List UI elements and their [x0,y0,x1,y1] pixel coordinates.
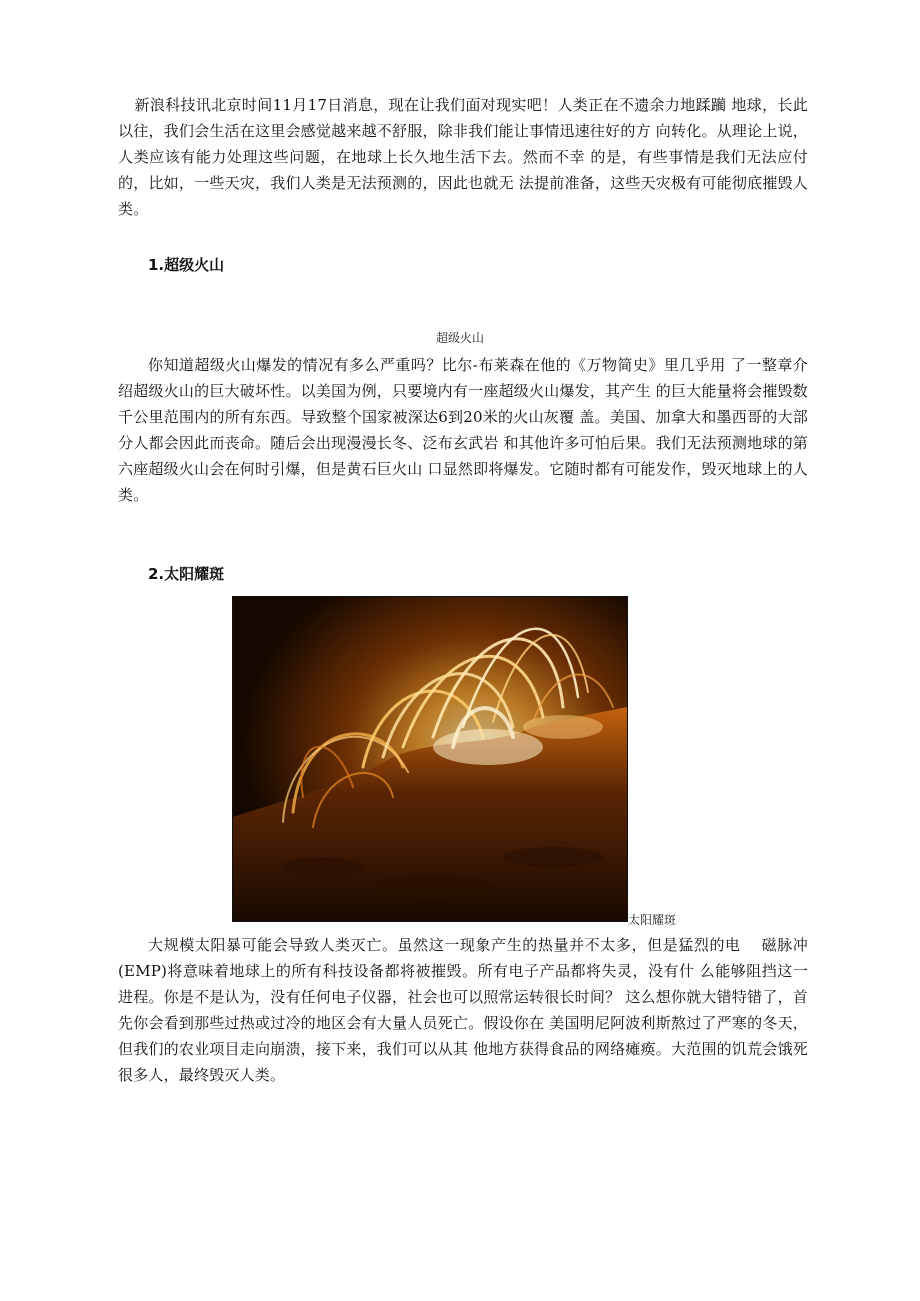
supervolcano-caption: 超级火山 [435,331,484,345]
solar-flare-graphic [233,597,627,921]
solar-flare-paragraph: 大规模太阳暴可能会导致人类灭亡。虽然这一现象产生的热量并不太多，但是猛烈的电 磁脉冲(EMP)将意味着地球上的所有科技设备都将被摧毁。所有电子产品都将失灵，没有什 么能够阻挡这一进程。你是不是认为，没有任何电子仪器，社会也可以照常运转很长时间？ 这么想你就大错特错了，首先你会看到那些过热或过冷的地区会有大量人员死亡。假设你在 美国明尼阿波利斯熬过了严寒的冬天，但我们的农业项目走向崩溃，接下来，我们可以从其 他地方获得食品的网络瘫痪。大范围的饥荒会饿死很多人，最终毁灭人类。 [118,936,808,1084]
section-heading-supervolcano: 1.超级火山 [148,256,225,274]
intro-paragraph: 新浪科技讯北京时间11月17日消息，现在让我们面对现实吧！人类正在不遗余力地蹂躏 地球，长此以往，我们会生活在这里会感觉越来越不舒服，除非我们能让事情迅速往好的方 向转化。从理论上说，人类应该有能力处理这些问题，在地球上长久地生活下去。然而不幸 的是，有些事情是我们无法应付的，比如，一些天灾，我们人类是无法预测的，因此也就无 法提前准备，这些天灾极有可能彻底摧毁人类。 [118,96,808,218]
section-heading-solar-flare: 2.太阳耀斑 [148,565,225,583]
solar-flare-caption: 太阳耀斑 [628,913,677,927]
supervolcano-paragraph: 你知道超级火山爆发的情况有多么严重吗？比尔-布莱森在他的《万物简史》里几乎用 了一整章介绍超级火山的巨大破坏性。以美国为例，只要境内有一座超级火山爆发，其产生 的巨大能量将会摧毁数千公里范围内的所有东西。导致整个国家被深达6到20米的火山灰覆 盖。美国、加拿大和墨西哥的大部分人都会因此而丧命。随后会出现漫漫长冬、泛布玄武岩 和其他许多可怕后果。我们无法预测地球的第六座超级火山会在何时引爆，但是黄石巨火山 口显然即将爆发。它随时都有可能发作，毁灭地球上的人类。 [118,356,808,504]
solar-flare-image [232,596,628,922]
